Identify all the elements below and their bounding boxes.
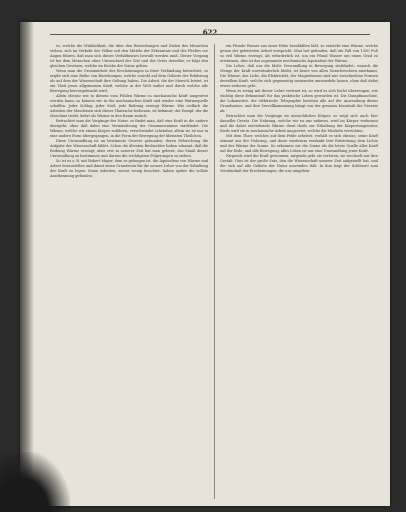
paragraph: Diese Umwandlung ist an bestimmte Gesetze gebunden, deren Erforschung die Aufgabe der Wissenschaft bildet. Schon die ältesten Beobachter haben erkannt, daß die Reibung Wärme erzeugt; aber erst in neuerer Zeit hat man gelernt, das Maaß dieser Umwandlung zu bestimmen und daraus die wichtigsten Folgerungen zu ziehen. [50, 139, 208, 158]
page-header [50, 28, 370, 38]
column-divider [214, 44, 215, 499]
paragraph: ein Pfunde Wasser aus einer Höhe herabfallen läßt, so entsteht eine Wärme, welche genau der geleisteten Arbeit entspricht. Man hat gefunden, daß ein Fall von 1350 Fuß so viel Wärme erzeugt, als erforderlich ist, um ein Pfund Wasser um einen Grad zu erwärmen; dies ist das sogenannte mechanische Äquivalent der Wärme. [220, 44, 378, 63]
paragraph: So ist es z. B. mit Robert Mayer, dem es gelungen ist, die Äquivalenz von Wärme und Arbeit festzustellen und damit einen Grundstein für die neuere Lehre von der Erhaltung der Kraft zu legen. Seine Arbeiten, zuerst wenig beachtet, haben später die vollste Anerkennung gefunden. [50, 159, 208, 178]
paragraph: es, welche die Wirklichkeit, die über den Bestrebungen und Zielen des Menschen stehen, sich im Verkehr der Völker mit den Mitteln der Erkenntnis und des Fleißes vor Augen führen, daß man sich dieses Verhältnisses bewußt werden muß. Dieser Vorgang ist bei dem Menschen ohne Unterschied der Zeit und des Ortes derselbe; er folgt den gleichen Gesetzen, welche im Reiche der Natur gelten. [50, 44, 208, 68]
book-page [20, 22, 390, 506]
paragraph: Betrachtet man die Vorgänge der Natur, so findet man, daß eine Kraft in die andere übergeht, ohne daß dabei eine Verminderung der Gesammtsumme stattfindet. Die Wärme, welche wir einem Körper zuführen, verschwindet scheinbar, allein sie ist nur in eine andere Form übergegangen, in die Form der Bewegung der kleinsten Theilchen. [50, 119, 208, 138]
paragraph: Die Lehre, daß nur die bloße Verwandlung in Bewegung stattfindet, wonach die Menge der Kraft unveränderlich bleibt, ist heute von allen Naturforschern anerkannt. Die Wärme, das Licht, die Elektricität, der Magnetismus sind nur verschiedene Formen derselben Kraft, welche sich gegenseitig ineinander umwandeln lassen, ohne daß dabei etwas verloren geht. [220, 64, 378, 88]
paragraph: Betrachtet man die Vorgänge im menschlichen Körper, so zeigt sich auch hier dasselbe Gesetz. Die Nahrung, welche wir zu uns nehmen, wird im Körper verbrannt und die dabei entstehende Wärme dient theils zur Erhaltung der Körpertemperatur, theils wird sie in mechanische Arbeit umgesetzt, welche die Muskeln verrichten. [220, 114, 378, 133]
header-rule [50, 34, 370, 35]
text-column-right [220, 44, 378, 499]
book-gutter [20, 22, 34, 506]
paragraph: Nirgends wird die Kraft gewonnen, nirgends geht sie verloren; sie wechselt nur ihre Gestalt. Dies ist der große Satz, den die Wissenschaft unserer Zeit aufgestellt hat, und der sich auf alle Gebiete der Natur anwenden läßt. In ihm liegt der Schlüssel zum Verständniß der Erscheinungen, die uns umgeben. [220, 154, 378, 173]
page-number: 622 [202, 28, 218, 37]
text-column-left [50, 44, 208, 499]
thumb-shadow [0, 452, 70, 512]
paragraph: Wenn man die Gesammtheit der Erscheinungen in ihrer Verbindung betrachtet, so ergibt sich eine Reihe von Beziehungen, welche sowohl auf dem Gebiete der Erfahrung als auf dem der Wissenschaft ihre Geltung haben. Die Arbeit, die der Mensch leistet, ist ein Theil jener allgemeinen Kraft, welche in der Welt waltet und durch welche alle Bewegung hervorgebracht wird. [50, 69, 208, 93]
paragraph: Allein ebenso wie in diesem vom Fühlen Wärme in mechanische Kraft umgesetzt werden kann, so können wir in der mechanischen Kraft und wieder eine Wärmequelle schaffen. Jeder Schlag, jeder Stoß, jede Reibung erzeugt Wärme. Wie vielfach die Arbeiten der Maschinen sich dieser Thatsache bedienen, ist bekannt; der Dampf, der die Maschine treibt, kehrt als Wärme in den Raum zurück. [50, 94, 208, 118]
paragraph: Wenn es wenig mit dieser Lehre vertraut ist, so wird es sich leicht überzeugen, wie wichtig diese Erkenntniß für das praktische Leben geworden ist. Die Dampfmaschine, die Lokomotive, die elektrische Telegraphie beruhen alle auf der Anwendung dieses Grundsatzes, und ihre Vervollkommnung hängt von der genauen Kenntniß der Gesetze ab. [220, 89, 378, 113]
paragraph: Mit dem Thier, welches auf dem Felde arbeitet, verhält es sich ebenso; seine Kraft stammt aus der Nahrung, und diese wiederum verdankt ihre Entstehung dem Lichte und der Wärme der Sonne. So erkennen wir die Sonne als die letzte Quelle aller Kraft auf der Erde, und alle Bewegung, alles Leben ist nur eine Umwandlung jener Kraft. [220, 134, 378, 153]
